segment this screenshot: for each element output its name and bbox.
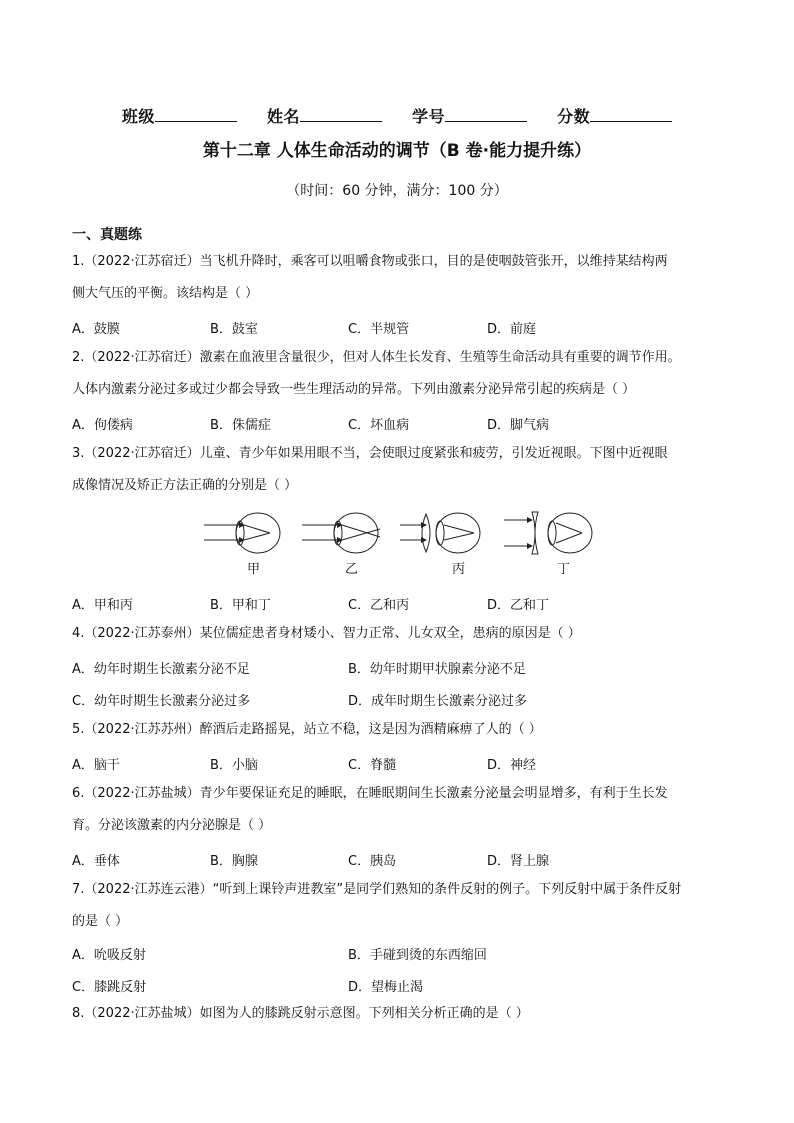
eye-yi bbox=[302, 513, 380, 553]
eye-ding bbox=[504, 512, 592, 554]
page-title: 第十二章 人体生命活动的调节（B 卷·能力提升练） bbox=[202, 141, 592, 161]
q7-option-c: C．膝跳反射 bbox=[72, 980, 147, 995]
question-6-line-2: 育。分泌该激素的内分泌腺是（ ） bbox=[72, 818, 272, 833]
id-blank[interactable] bbox=[445, 107, 527, 122]
question-7-line-2: 的是（ ） bbox=[72, 914, 129, 929]
q2-option-a: A．佝偻病 bbox=[72, 418, 133, 433]
question-1-line-2: 侧大气压的平衡。该结构是（ ） bbox=[72, 286, 259, 301]
question-3-line-1: 3.（2022·江苏宿迁）儿童、青少年如果用眼不当，会使眼过度紧张和疲劳，引发近视眼。下图中近视眼 bbox=[72, 446, 668, 461]
question-2-line-1: 2.（2022·江苏宿迁）激素在血液里含量很少，但对人体生长发育、生殖等生命活动具有重要的调节作用。 bbox=[72, 350, 681, 365]
eye-diagram bbox=[204, 508, 594, 558]
figure-label-ding: 丁 bbox=[557, 562, 571, 577]
question-2-line-2: 人体内激素分泌过多或过少都会导致一些生理活动的异常。下列由激素分泌异常引起的疾病是（ ） bbox=[72, 382, 636, 397]
q1-option-c: C．半规管 bbox=[348, 322, 410, 337]
q4-option-a: A．幼年时期生长激素分泌不足 bbox=[72, 662, 250, 677]
class-field: 班级 bbox=[122, 104, 237, 127]
question-5-line-1: 5.（2022·江苏苏州）醉酒后走路摇晃，站立不稳，这是因为酒精麻痹了人的（ ） bbox=[72, 722, 542, 737]
q5-option-d: D．神经 bbox=[487, 758, 537, 773]
q7-option-b: B．手碰到烫的东西缩回 bbox=[348, 948, 487, 963]
name-field: 姓名 bbox=[267, 104, 382, 127]
q3-option-c: C．乙和丙 bbox=[348, 598, 410, 613]
q6-option-b: B．胸腺 bbox=[210, 854, 258, 869]
question-1-line-1: 1.（2022·江苏宿迁）当飞机升降时，乘客可以咀嚼食物或张口，目的是使咽鼓管张开，以维持某结构两 bbox=[72, 254, 668, 269]
header-fields bbox=[0, 104, 794, 127]
q5-option-b: B．小脑 bbox=[210, 758, 258, 773]
figure-label-bing: 丙 bbox=[452, 562, 466, 577]
score-field: 分数 bbox=[557, 104, 672, 127]
q4-option-b: B．幼年时期甲状腺素分泌不足 bbox=[348, 662, 526, 677]
score-blank[interactable] bbox=[590, 107, 672, 122]
question-8-line-1: 8.（2022·江苏盐城）如图为人的膝跳反射示意图。下列相关分析正确的是（ ） bbox=[72, 1006, 529, 1021]
q7-option-a: A．吮吸反射 bbox=[72, 948, 146, 963]
q3-option-a: A．甲和丙 bbox=[72, 598, 133, 613]
q6-option-c: C．胰岛 bbox=[348, 854, 397, 869]
name-blank[interactable] bbox=[300, 107, 382, 122]
figure-label-yi: 乙 bbox=[345, 562, 359, 577]
q6-option-a: A．垂体 bbox=[72, 854, 120, 869]
id-field: 学号 bbox=[412, 104, 527, 127]
q4-option-c: C．幼年时期生长激素分泌过多 bbox=[72, 694, 251, 709]
q3-option-d: D．乙和丁 bbox=[487, 598, 550, 613]
q7-option-d: D．望梅止渴 bbox=[348, 980, 424, 995]
q4-option-d: D．成年时期生长激素分泌过多 bbox=[348, 694, 528, 709]
q2-option-b: B．侏儒症 bbox=[210, 418, 271, 433]
q1-option-a: A．鼓膜 bbox=[72, 322, 120, 337]
q1-option-d: D．前庭 bbox=[487, 322, 537, 337]
q1-option-b: B．鼓室 bbox=[210, 322, 258, 337]
q2-option-d: D．脚气病 bbox=[487, 418, 550, 433]
q5-option-c: C．脊髓 bbox=[348, 758, 397, 773]
question-3-line-2: 成像情况及矫正方法正确的分别是（ ） bbox=[72, 478, 298, 493]
eye-bing bbox=[400, 513, 480, 553]
q2-option-c: C．坏血病 bbox=[348, 418, 410, 433]
eye-jia bbox=[204, 513, 280, 553]
figure-label-jia: 甲 bbox=[247, 562, 261, 577]
question-6-line-1: 6.（2022·江苏盐城）青少年要保证充足的睡眠，在睡眠期间生长激素分泌量会明显增多，有利于生长发 bbox=[72, 786, 668, 801]
q3-option-b: B．甲和丁 bbox=[210, 598, 271, 613]
question-7-line-1: 7.（2022·江苏连云港）“听到上课铃声进教室”是同学们熟知的条件反射的例子。下列反射中属于条件反射 bbox=[72, 882, 682, 897]
page-subtitle: （时间：60 分钟，满分：100 分） bbox=[286, 183, 508, 199]
q6-option-d: D．肾上腺 bbox=[487, 854, 550, 869]
class-blank[interactable] bbox=[155, 107, 237, 122]
section-heading: 一、真题练 bbox=[72, 227, 142, 243]
q5-option-a: A．脑干 bbox=[72, 758, 120, 773]
question-4-line-1: 4.（2022·江苏泰州）某位儒症患者身材矮小、智力正常、儿女双全，患病的原因是（ ） bbox=[72, 626, 581, 641]
